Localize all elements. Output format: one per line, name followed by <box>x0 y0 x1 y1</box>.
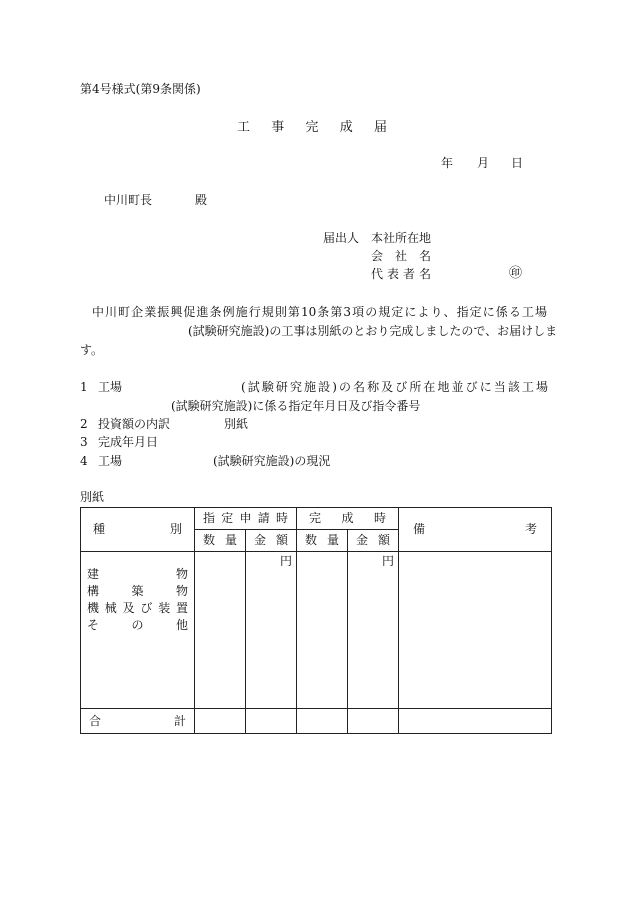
item-text: (試験研究施設)の名称及び所在地並びに当該工場 <box>241 380 548 394</box>
row-label-other: そ の 他 <box>87 618 188 632</box>
date-month-label: 月 <box>477 156 490 170</box>
item-text: (試験研究施設)に係る指定年月日及び指令番号 <box>171 399 421 413</box>
remarks-header: 備 考 <box>399 508 552 552</box>
applicant-representative-label: 代 表 者 名 <box>371 267 431 281</box>
addressee-honorific: 殿 <box>195 193 208 207</box>
row-label-machinery: 機 械 及 び 装 置 <box>87 601 188 615</box>
amount-cell-designated <box>246 552 297 709</box>
qty-cell-designated <box>195 552 246 709</box>
seal-mark: ㊞ <box>509 266 523 281</box>
applicant-company-label: 会 社 名 <box>371 249 431 263</box>
attachment-label: 別紙 <box>80 490 105 504</box>
amount-header: 金 額 <box>348 530 399 552</box>
body-line-2: (試験研究施設)の工事は別紙のとおり完成しましたので、お届けしま <box>188 324 558 338</box>
date-year-label: 年 <box>441 156 454 170</box>
document-title <box>237 120 387 136</box>
applicant-label: 届出人 <box>323 231 360 245</box>
yen-unit: 円 <box>382 554 395 568</box>
item-text: 工場 <box>98 454 123 468</box>
type-list-cell <box>81 552 195 709</box>
total-qty-completion <box>297 709 348 734</box>
item-number: 3 <box>80 435 88 449</box>
title-char: 事 <box>271 120 285 135</box>
addressee-name: 中川町長 <box>104 193 153 207</box>
type-header: 種 別 <box>81 508 195 552</box>
form-number: 第4号様式(第9条関係) <box>80 82 201 96</box>
total-remarks <box>399 709 552 734</box>
total-label: 合 計 <box>81 709 195 734</box>
date-day-label: 日 <box>511 156 524 170</box>
remarks-cell <box>399 552 552 709</box>
title-char: 成 <box>339 120 353 135</box>
item-text: 投資額の内訳 <box>98 417 171 431</box>
amount-cell-completion <box>348 552 399 709</box>
amount-header: 金 額 <box>246 530 297 552</box>
row-label-structures: 構 築 物 <box>87 584 188 598</box>
title-char: 工 <box>237 120 251 135</box>
total-qty-designated <box>195 709 246 734</box>
yen-unit: 円 <box>280 554 293 568</box>
qty-cell-completion <box>297 552 348 709</box>
applicant-address-label: 本社所在地 <box>371 231 432 245</box>
body-line-3: す。 <box>80 343 104 357</box>
item-number: 2 <box>80 417 88 431</box>
item-number: 4 <box>80 454 88 468</box>
qty-header: 数 量 <box>297 530 348 552</box>
qty-header: 数 量 <box>195 530 246 552</box>
item-text: 別紙 <box>224 417 249 431</box>
designated-header: 指 定 申 請 時 <box>195 508 297 530</box>
item-text: 工場 <box>98 380 123 394</box>
total-amount-completion <box>348 709 399 734</box>
total-amount-designated <box>246 709 297 734</box>
title-char: 届 <box>373 120 387 135</box>
row-label-buildings: 建 物 <box>87 567 188 581</box>
title-char: 完 <box>305 120 319 135</box>
item-text: 完成年月日 <box>98 435 159 449</box>
item-number: 1 <box>80 380 88 394</box>
investment-table <box>80 507 552 734</box>
item-text: (試験研究施設)の現況 <box>213 454 331 468</box>
completion-header: 完 成 時 <box>297 508 399 530</box>
body-line-1: 中川町企業振興促進条例施行規則第10条第3項の規定により、指定に係る工場 <box>92 305 547 319</box>
